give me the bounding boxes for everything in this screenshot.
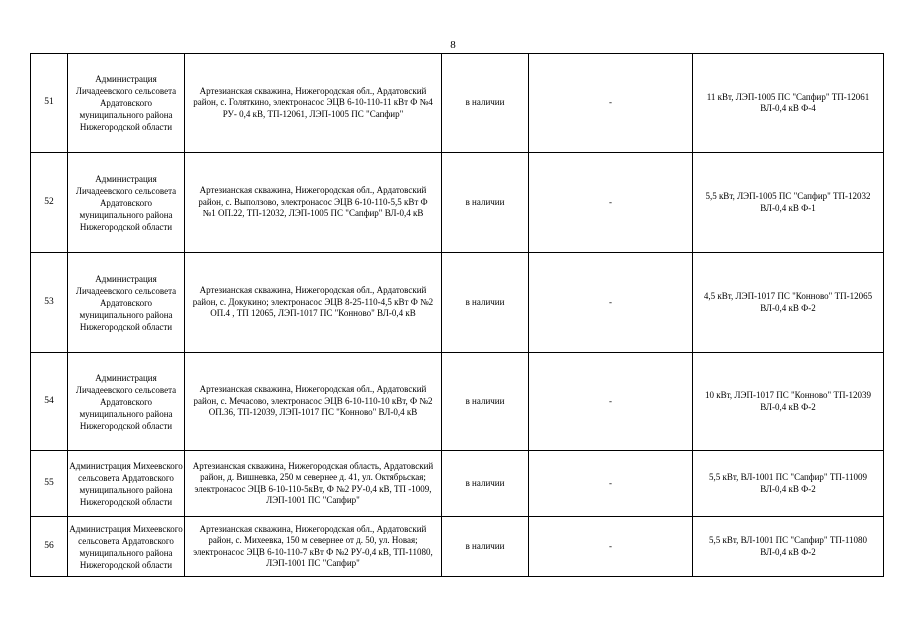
dash-cell: - [529, 353, 693, 451]
status-cell: в наличии [442, 54, 529, 153]
power-cell: 5,5 кВт, ВЛ-1001 ПС "Сапфир" ТП-11009 ВЛ-0,4 кВ Ф-2 [693, 451, 884, 517]
row-number: 52 [31, 153, 68, 253]
table-row [31, 153, 884, 253]
owner-cell: Администрация Личадеевского сельсовета Ардатовского муниципального района Нижегородской области [68, 253, 185, 353]
row-number: 56 [31, 517, 68, 577]
table-row [31, 451, 884, 517]
owner-cell: Администрация Михеевского сельсовета Ардатовского муниципального района Нижегородской области [68, 517, 185, 577]
page-number: 8 [450, 39, 456, 51]
power-cell: 11 кВт, ЛЭП-1005 ПС "Сапфир" ТП-12061 ВЛ-0,4 кВ Ф-4 [693, 54, 884, 153]
dash-cell: - [529, 153, 693, 253]
wells-table [30, 53, 884, 577]
dash-cell: - [529, 451, 693, 517]
row-number: 51 [31, 54, 68, 153]
status-cell: в наличии [442, 153, 529, 253]
owner-cell: Администрация Личадеевского сельсовета Ардатовского муниципального района Нижегородской области [68, 54, 185, 153]
power-cell: 10 кВт, ЛЭП-1017 ПС "Конново" ТП-12039 ВЛ-0,4 кВ Ф-2 [693, 353, 884, 451]
location-cell: Артезианская скважина, Нижегородская обл., Ардатовский район, с. Мечасово, электронасос ЭЦВ 6-10-110-10 кВт, Ф №2 ОП.36, ТП-12039, ЛЭП-1017 ПС "Конново" ВЛ-0,4 кВ [185, 353, 442, 451]
table-row [31, 353, 884, 451]
dash-cell: - [529, 253, 693, 353]
owner-cell: Администрация Михеевского сельсовета Ардатовского муниципального района Нижегородской области [68, 451, 185, 517]
row-number: 53 [31, 253, 68, 353]
power-cell: 5,5 кВт, ВЛ-1001 ПС "Сапфир" ТП-11080 ВЛ-0,4 кВ Ф-2 [693, 517, 884, 577]
location-cell: Артезианская скважина, Нижегородская обл., Ардатовский район, с. Выползово, электронасос ЭЦВ 6-10-110-5,5 кВт Ф №1 ОП.22, ТП-12032, ЛЭП-1005 ПС "Сапфир" ВЛ-0,4 кВ [185, 153, 442, 253]
owner-cell: Администрация Личадеевского сельсовета Ардатовского муниципального района Нижегородской области [68, 153, 185, 253]
owner-cell: Администрация Личадеевского сельсовета Ардатовского муниципального района Нижегородской области [68, 353, 185, 451]
status-cell: в наличии [442, 517, 529, 577]
table-row [31, 517, 884, 577]
power-cell: 5,5 кВт, ЛЭП-1005 ПС "Сапфир" ТП-12032 ВЛ-0,4 кВ Ф-1 [693, 153, 884, 253]
location-cell: Артезианская скважина, Нижегородская обл., Ардатовский район, с. Михеевка, 150 м севернее от д. 50, ул. Новая; электронасос ЭЦВ 6-10-110-7 кВт Ф №2 РУ-0,4 кВ, ТП-11080, ЛЭП-1001 ПС "Сапфир" [185, 517, 442, 577]
row-number: 55 [31, 451, 68, 517]
location-cell: Артезианская скважина, Нижегородская область, Ардатовский район, д. Вишневка, 250 м севернее д. 41, ул. Октябрьская; электронасос ЭЦВ 6-10-110-5кВт, Ф №2 РУ-0,4 кВ, ТП -1009, ЛЭП-1001 ПС "Сапфир" [185, 451, 442, 517]
row-number: 54 [31, 353, 68, 451]
status-cell: в наличии [442, 253, 529, 353]
dash-cell: - [529, 54, 693, 153]
dash-cell: - [529, 517, 693, 577]
status-cell: в наличии [442, 353, 529, 451]
table-row [31, 253, 884, 353]
table-row [31, 54, 884, 153]
status-cell: в наличии [442, 451, 529, 517]
location-cell: Артезианская скважина, Нижегородская обл., Ардатовский район, с. Докукино; электронасос ЭЦВ 8-25-110-4,5 кВт Ф №2 ОП.4 , ТП 12065, ЛЭП-1017 ПС "Конново" ВЛ-0,4 кВ [185, 253, 442, 353]
location-cell: Артезианская скважина, Нижегородская обл., Ардатовский район, с. Голяткино, электронасос ЭЦВ 6-10-110-11 кВт Ф №4 РУ- 0,4 кВ, ТП-12061, ЛЭП-1005 ПС "Сапфир" [185, 54, 442, 153]
power-cell: 4,5 кВт, ЛЭП-1017 ПС "Конново" ТП-12065 ВЛ-0,4 кВ Ф-2 [693, 253, 884, 353]
